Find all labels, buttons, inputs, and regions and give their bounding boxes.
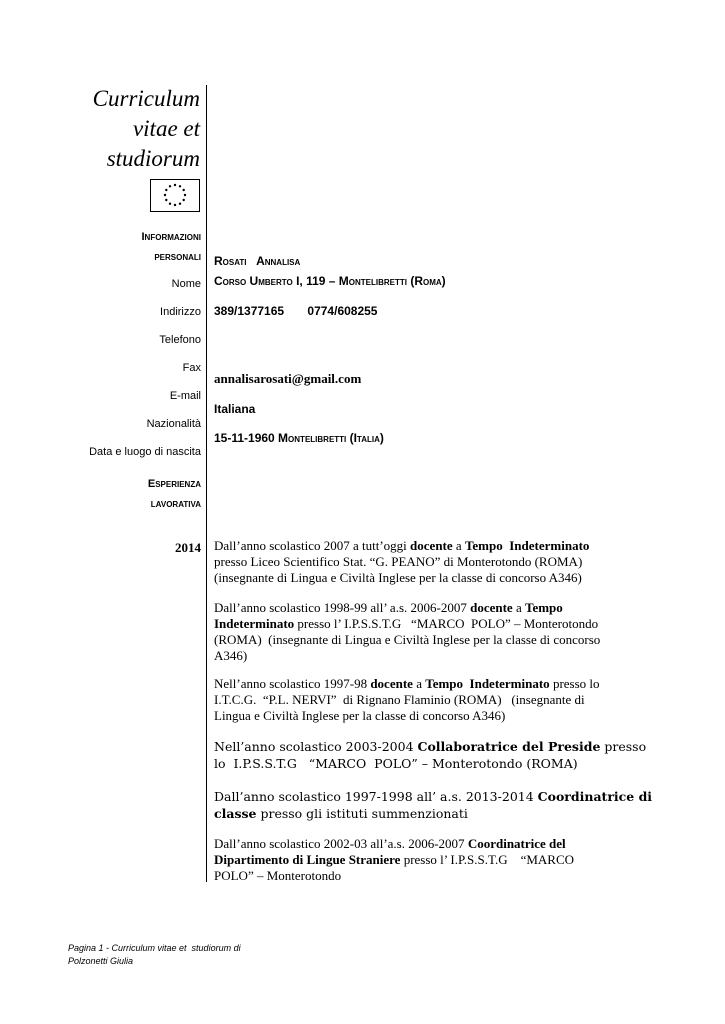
experience-entry: Dall’anno scolastico 2007 a tutt’oggi docente a Tempo Indeterminato presso Liceo Scientifico Stat. “G. PEANO” di Monterotondo (ROMA) (insegnante di Lingua e Civiltà Inglese per la classe di concorso A346)	[214, 538, 590, 585]
value-nome: Rosati Annalisa	[214, 254, 301, 268]
label-email: E-mail	[169, 390, 201, 402]
experience-entry: Nell’anno scolastico 1997-98 docente a Tempo Indeterminato presso lo I.T.C.G. “P.L. NERVI” di Rignano Flaminio (ROMA) (insegnante di Lingua e Civiltà Inglese per la classe di concorso A346)	[214, 676, 600, 723]
page-footer: Pagina 1 - Curriculum vitae et studiorum di Polzonetti Giulia	[68, 943, 241, 966]
section-header-personal: Informazioni personali	[141, 231, 201, 263]
experience-entry: Nell’anno scolastico 2003-2004 Collaboratrice del Preside presso lo I.P.S.S.T.G “MARCO POLO” – Monterotondo (ROMA)	[214, 739, 647, 771]
label-fax: Fax	[182, 362, 201, 374]
experience-entry: Dall’anno scolastico 2002-03 all’a.s. 2006-2007 Coordinatrice del Dipartimento di Lingue Straniere presso l’ I.P.S.S.T.G “MARCO POLO” – Monterotondo	[214, 836, 575, 883]
label-nome: Nome	[171, 278, 201, 290]
page-title	[40, 84, 200, 174]
label-nascita: Data e luogo di nascita	[89, 446, 201, 458]
title-line: vitae et	[132, 116, 200, 141]
value-nascita: 15-11-1960 Montelibretti (Italia)	[214, 431, 384, 445]
experience-year: 2014	[175, 540, 201, 555]
section-header-experience: Esperienza lavorativa	[147, 478, 201, 510]
eu-flag-icon	[150, 179, 200, 212]
vertical-divider	[206, 85, 207, 882]
title-line: Curriculum	[92, 86, 200, 111]
experience-entry: Dall’anno scolastico 1997-1998 all’ a.s. 2013-2014 Coordinatrice di classe presso gli istituti summenzionati	[214, 789, 653, 821]
value-indirizzo: Corso Umberto I, 119 – Montelibretti (Roma)	[214, 274, 446, 288]
label-indirizzo: Indirizzo	[160, 306, 201, 318]
label-telefono: Telefono	[159, 334, 201, 346]
value-nazionalita: Italiana	[214, 402, 256, 416]
value-telefono: 389/1377165 0774/608255	[214, 304, 378, 318]
value-email: annalisarosati@gmail.com	[214, 371, 362, 386]
title-line: studiorum	[106, 146, 200, 171]
experience-entry: Dall’anno scolastico 1998-99 all’ a.s. 2006-2007 docente a Tempo Indeterminato presso l’ I.P.S.S.T.G “MARCO POLO” – Monterotondo (ROMA) (insegnante di Lingua e Civiltà Inglese per la classe di concorso A346)	[214, 600, 601, 663]
label-nazionalita: Nazionalità	[146, 418, 201, 430]
